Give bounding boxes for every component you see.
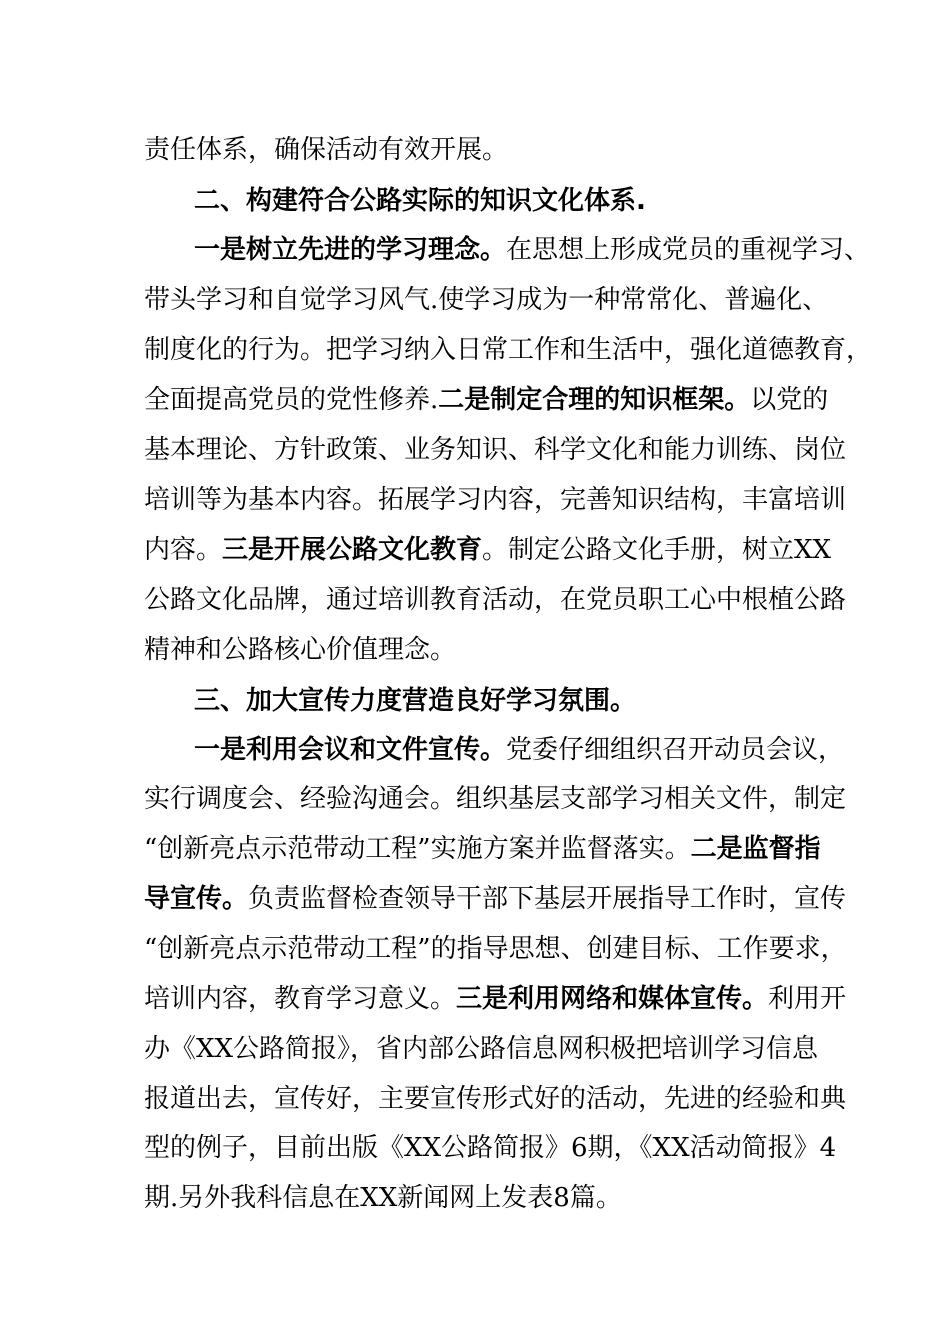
text-line: [144, 333, 872, 367]
bold-text-run: 二是制定合理的知识框架。: [438, 385, 751, 415]
text-run: 内容。: [144, 535, 223, 565]
bold-text-run: 一是利用会议和文件宣传。: [194, 735, 507, 765]
text-run: 以党的: [750, 385, 829, 415]
text-run: 培训内容，教育学习意义。: [144, 984, 457, 1014]
bold-text-run: 二、构建符合公路实际的知识文化体系.: [194, 186, 646, 216]
bold-text-run: 二是监督指: [690, 834, 821, 864]
text-line: [144, 832, 821, 866]
text-line: [144, 1131, 836, 1165]
text-run: 制度化的行为。把学习纳入日常工作和生活中，强化道德教育，: [144, 335, 873, 365]
bold-text-run: 三、加大宣传力度营造良好学习氛围。: [194, 686, 637, 716]
bold-text-run: 三是开展公路文化教育: [222, 535, 483, 565]
text-line: [194, 233, 870, 267]
bold-text-run: 一是树立先进的学习理念。: [194, 235, 507, 265]
text-line: [144, 1181, 622, 1215]
text-line: [144, 633, 456, 667]
bold-text-run: 三是利用网络和媒体宣传。: [456, 984, 769, 1014]
text-run: 在思想上形成党员的重视学习、: [506, 235, 871, 265]
text-run: 报道出去，宣传好，主要宣传形式好的活动，先进的经验和典: [144, 1084, 847, 1114]
text-run: “创新亮点示范带动工程”的指导思想、创建目标、工作要求，: [144, 934, 847, 964]
text-line: [144, 583, 846, 617]
text-line: [144, 782, 846, 816]
text-run: 。制定公路文化手册，树立XX: [482, 535, 832, 565]
text-run: 全面提高党员的党性修养.: [144, 385, 439, 415]
text-run: 党委仔细组织召开动员会议，: [506, 735, 845, 765]
text-run: 办《XX公路简报》，省内部公路信息网积极把培训学习信息: [144, 1034, 819, 1064]
section-heading: [194, 184, 646, 218]
text-line: [144, 1032, 818, 1066]
text-line: [144, 982, 846, 1016]
text-line: [144, 283, 828, 317]
section-heading: [194, 684, 636, 718]
text-line: [144, 882, 846, 916]
text-run: “创新亮点示范带动工程”实施方案并监督落实。: [144, 834, 691, 864]
text-run: 型的例子，目前出版《XX公路简报》6期，《XX活动简报》4: [144, 1133, 837, 1163]
text-run: 责任体系，确保活动有效开展。: [144, 135, 509, 165]
text-line: [144, 383, 828, 417]
text-run: 培训等为基本内容。拓展学习内容，完善知识结构，丰富培训: [144, 485, 847, 515]
text-line: [144, 932, 847, 966]
text-run: 负责监督检查领导干部下基层开展指导工作时，宣传: [248, 884, 847, 914]
text-line: [144, 133, 508, 167]
text-run: 精神和公路核心价值理念。: [144, 635, 457, 665]
bold-text-run: 导宣传。: [144, 884, 249, 914]
text-run: 基本理论、方针政策、业务知识、科学文化和能力训练、岗位: [144, 435, 847, 465]
text-run: 实行调度会、经验沟通会。组织基层支部学习相关文件，制定: [144, 784, 847, 814]
text-run: 带头学习和自觉学习风气.使学习成为一种常常化、普遍化、: [144, 285, 829, 315]
text-run: 公路文化品牌，通过培训教育活动，在党员职工心中根植公路: [144, 585, 847, 615]
text-run: 期.另外我科信息在XX新闻网上发表8篇。: [144, 1183, 622, 1213]
text-line: [144, 1082, 846, 1116]
text-line: [144, 533, 831, 567]
text-line: [194, 733, 844, 767]
text-run: 利用开: [768, 984, 847, 1014]
text-line: [144, 483, 846, 517]
text-line: [144, 433, 846, 467]
